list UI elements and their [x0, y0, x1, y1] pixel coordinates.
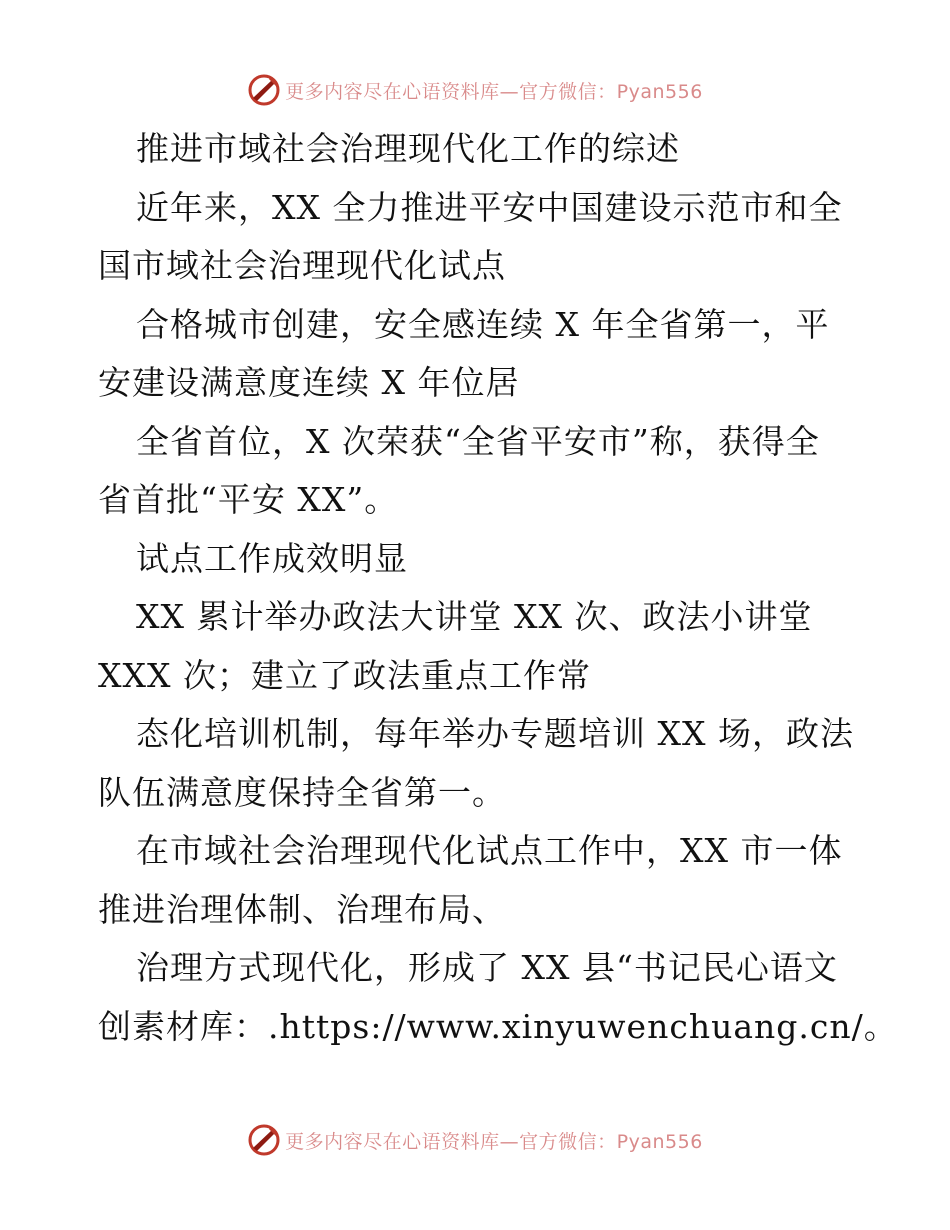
text-line: XXX 次；建立了政法重点工作常 — [98, 655, 591, 695]
text-line: 试点工作成效明显 — [136, 538, 408, 578]
watermark-header — [0, 72, 950, 108]
text-line: 国市域社会治理现代化试点 — [98, 246, 506, 285]
logo-icon — [247, 73, 281, 107]
text-line: 创素材库：.https://www.xinyuwenchuang.cn/。 — [98, 1006, 898, 1046]
text-line: 省首批“平安 XX”。 — [98, 480, 399, 519]
watermark-text: 更多内容尽在心语资料库—官方微信：Pyan556 — [285, 80, 703, 103]
text-line: 队伍满意度保持全省第一。 — [98, 772, 506, 812]
text-line: 态化培训机制，每年举办专题培训 XX 场，政法 — [136, 714, 854, 753]
text-line: 在市域社会治理现代化试点工作中，XX 市一体 — [136, 831, 843, 870]
logo-icon — [247, 1123, 281, 1157]
text-line: 推进治理体制、治理布局、 — [98, 889, 506, 929]
text-line: XX 累计举办政法大讲堂 XX 次、政法小讲堂 — [136, 597, 813, 636]
text-line: 全省首位，X 次荣获“全省平安市”称，获得全 — [136, 421, 820, 461]
text-line: 近年来，XX 全力推进平安中国建设示范市和全 — [136, 187, 843, 227]
watermark-text: 更多内容尽在心语资料库—官方微信：Pyan556 — [285, 1130, 703, 1153]
text-line: 推进市域社会治理现代化工作的综述 — [136, 129, 680, 168]
text-line: 合格城市创建，安全感连续 X 年全省第一，平 — [136, 304, 830, 344]
document-body — [98, 120, 898, 1056]
text-line: 安建设满意度连续 X 年位居 — [98, 363, 520, 402]
text-line: 治理方式现代化，形成了 XX 县“书记民心语文 — [136, 948, 838, 987]
watermark-footer — [0, 1122, 950, 1158]
